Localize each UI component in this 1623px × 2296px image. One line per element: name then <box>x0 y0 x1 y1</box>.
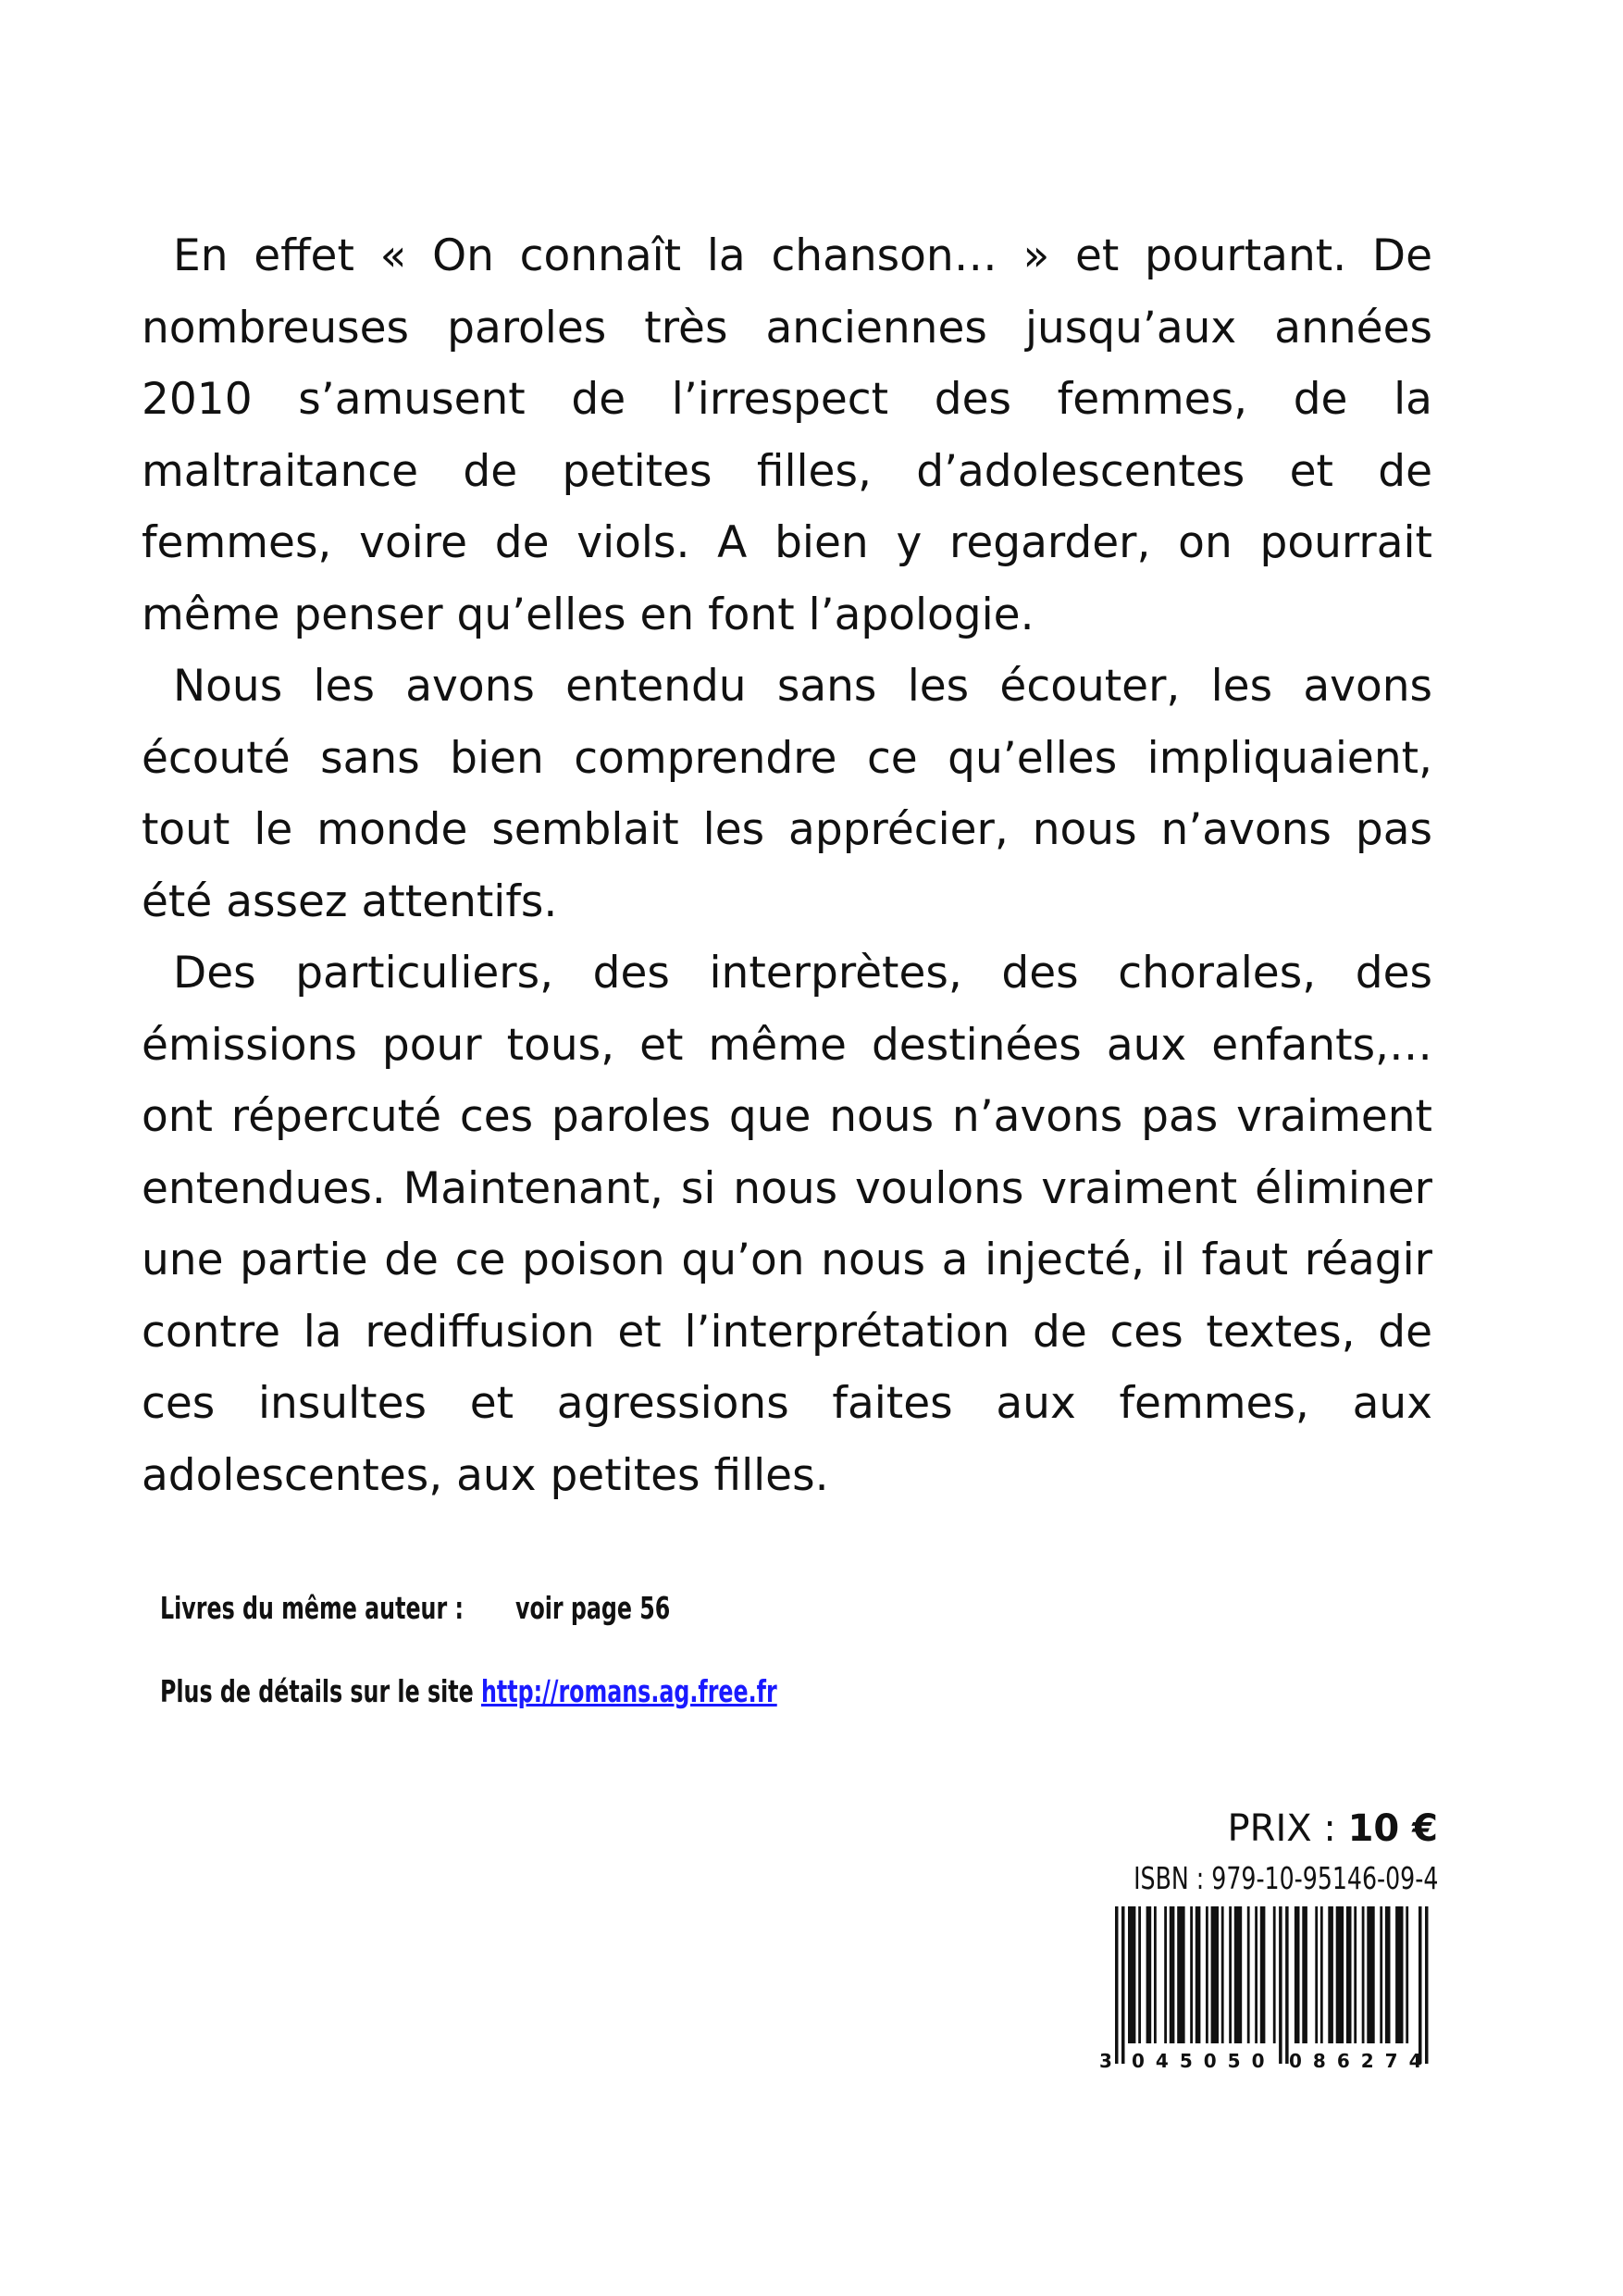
barcode-digits-left: 045050 <box>1132 2050 1276 2071</box>
barcode-guard-bar <box>1419 1906 1422 2064</box>
barcode-bar <box>1395 1906 1403 2043</box>
barcode-bar <box>1146 1906 1152 2043</box>
barcode-bar <box>1211 1906 1219 2043</box>
barcode-bar <box>1354 1906 1357 2043</box>
barcode-guard-bar <box>1115 1906 1119 2064</box>
barcode-bar <box>1260 1906 1266 2043</box>
price-line <box>1228 1806 1438 1851</box>
barcode-bar <box>1221 1906 1224 2043</box>
barcode-bar <box>1295 1906 1300 2043</box>
price-value: 10 € <box>1347 1807 1438 1850</box>
barcode-guard-bar <box>1279 1906 1282 2064</box>
barcode-bar <box>1328 1906 1333 2043</box>
barcode-bar <box>1302 1906 1307 2043</box>
barcode-guard-bar <box>1285 1906 1289 2064</box>
summary-paragraph-2: Nous les avons entendu sans les écouter, les avons écouté sans bien comprendre ce qu’elles impliquaient, tout le monde semblait les apprécier, nous n’avons pas été assez attentifs. <box>142 661 1432 927</box>
price-label: PRIX : <box>1227 1807 1336 1850</box>
summary-text <box>142 220 1432 1511</box>
other-books-line <box>160 1590 670 1627</box>
barcode-bar <box>1164 1906 1167 2043</box>
website-link[interactable]: http://romans.ag.free.fr <box>480 1673 777 1709</box>
barcode-bar <box>1362 1906 1365 2043</box>
barcode-digit-first: 3 <box>1099 2050 1112 2071</box>
barcode-bar <box>1177 1906 1184 2043</box>
details-label: Plus de détails sur le site <box>160 1673 474 1709</box>
barcode-bar <box>1229 1906 1232 2043</box>
barcode-bar <box>1385 1906 1391 2043</box>
barcode-bar <box>1247 1906 1250 2043</box>
barcode-bar <box>1170 1906 1175 2043</box>
barcode-bar <box>1138 1906 1141 2043</box>
barcode-bar <box>1190 1906 1193 2043</box>
barcode-bar <box>1346 1906 1352 2043</box>
barcode-bar <box>1196 1906 1201 2043</box>
barcode-guard-bar <box>1121 1906 1125 2064</box>
barcode-bar <box>1206 1906 1208 2043</box>
barcode-bar <box>1234 1906 1242 2043</box>
barcode-bar <box>1367 1906 1374 2043</box>
barcode-bar <box>1406 1906 1408 2043</box>
barcode-image <box>1095 1905 1439 2071</box>
other-books-value: voir page 56 <box>514 1590 671 1626</box>
isbn-text: ISBN : 979-10-95146-09-4 <box>1133 1860 1438 1896</box>
barcode-digits-right: 086274 <box>1289 2050 1433 2071</box>
barcode-bar <box>1320 1906 1323 2043</box>
barcode-bar <box>1380 1906 1382 2043</box>
barcode-bar <box>1336 1906 1344 2043</box>
summary-paragraph-1: En effet « On connaît la chanson… » et pourtant. De nombreuses paroles très anciennes jusqu’aux années 2010 s’amusent de l’irrespect des femmes, de la maltraitance de petites filles, d’adolescentes et de femmes, voire de viols. A bien y regarder, on pourrait même penser qu’elles en font l’apologie. <box>142 230 1432 640</box>
barcode-bar <box>1315 1906 1318 2043</box>
summary-paragraph-3: Des particuliers, des interprètes, des chorales, des émissions pour tous, et même destinées aux enfants,… ont répercuté ces paroles que nous n’avons pas vraiment entendues. Maintenant, si nous voulons vraiment éliminer une partie de ce poison qu’on nous a injecté, il faut réagir contre la rediffusion et l’interprétation de ces textes, de ces insultes et agressions faites aux femmes, aux adolescentes, aux petites filles. <box>142 948 1432 1501</box>
barcode-guard-bar <box>1425 1906 1429 2064</box>
details-line <box>160 1673 777 1710</box>
barcode-bar <box>1255 1906 1258 2043</box>
other-books-label: Livres du même auteur : <box>160 1590 464 1626</box>
barcode-bar <box>1154 1906 1157 2043</box>
barcode-bar <box>1128 1906 1135 2043</box>
barcode-bar <box>1273 1906 1276 2043</box>
